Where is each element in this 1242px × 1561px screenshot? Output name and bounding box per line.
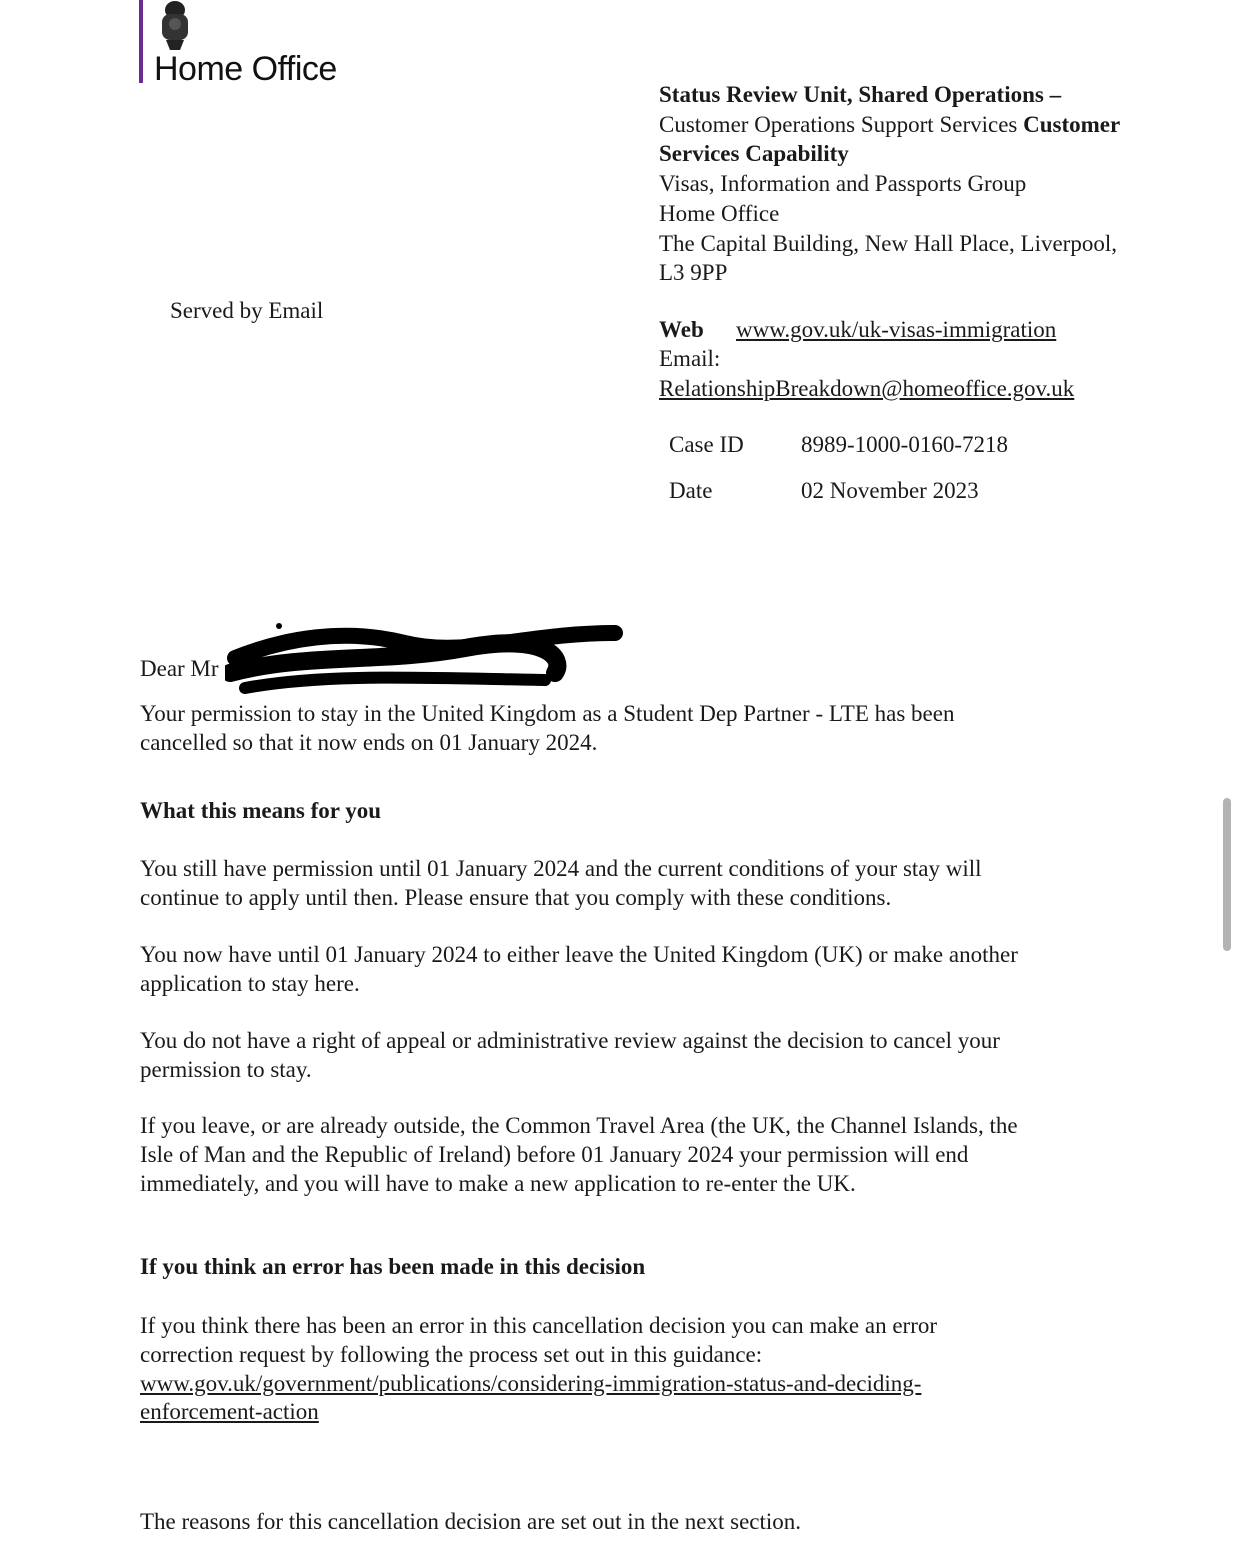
paragraph-common-travel-area	[140, 1112, 1100, 1198]
date-row	[669, 478, 979, 504]
sender-line2: Customer Operations Support Services	[659, 111, 1024, 137]
served-by-email: Served by Email	[170, 298, 324, 323]
p2-line-2: application to stay here.	[140, 970, 360, 996]
vertical-scrollbar[interactable]	[1223, 798, 1231, 951]
heading-what-this-means: What this means for you	[140, 798, 382, 823]
sender-line6: The Capital Building, New Hall Place, Liverpool,	[659, 230, 1117, 256]
p1-line-1: You still have permission until 01 January 2024 and the current conditions of your stay will	[140, 856, 982, 881]
case-id-row	[669, 432, 1008, 458]
sender-address	[659, 80, 1199, 288]
email-link[interactable]: RelationshipBreakdown@homeoffice.gov.uk	[659, 376, 1075, 401]
salutation: Dear Mr	[140, 656, 219, 681]
paragraph-no-appeal	[140, 1027, 1100, 1085]
guidance-link-2[interactable]: enforcement-action	[140, 1399, 319, 1425]
sender-line4: Visas, Information and Passports Group	[659, 171, 1027, 197]
p4-line-2: Isle of Man and the Republic of Ireland) before 01 January 2024 your permission will end	[140, 1141, 969, 1167]
p4-line-1: If you leave, or are already outside, the Common Travel Area (the UK, the Channel Islands, the	[140, 1113, 1018, 1138]
email-label: Email:	[659, 346, 721, 371]
date-label: Date	[669, 478, 713, 503]
p3-line-1: You do not have a right of appeal or administrative review against the decision to cancel your	[140, 1028, 1000, 1053]
web-row	[659, 317, 1056, 343]
sender-line5: Home Office	[659, 200, 780, 226]
royal-crest-icon	[156, 0, 194, 52]
intro-line-1: Your permission to stay in the United Kingdom as a Student Dep Partner - LTE has been	[140, 701, 955, 726]
case-id-label: Case ID	[669, 432, 744, 457]
intro-paragraph	[140, 700, 1100, 758]
paragraph-permission	[140, 855, 1100, 913]
date-value: 02 November 2023	[801, 478, 979, 503]
intro-line-2: cancelled so that it now ends on 01 January 2024.	[140, 729, 598, 755]
p1-line-2: continue to apply until then. Please ensure that you comply with these conditions.	[140, 884, 892, 910]
closing-line: The reasons for this cancellation decision are set out in the next section.	[140, 1509, 802, 1534]
web-label: Web	[659, 317, 704, 342]
sender-line2-bold: Customer	[1023, 111, 1121, 137]
sender-unit: Status Review Unit, Shared Operations –	[659, 82, 1062, 107]
p5-line-1: If you think there has been an error in this cancellation decision you can make an error	[140, 1313, 938, 1338]
paragraph-error-correction	[140, 1312, 1100, 1427]
web-link[interactable]: www.gov.uk/uk-visas-immigration	[736, 317, 1057, 342]
p3-line-2: permission to stay.	[140, 1056, 312, 1082]
paragraph-leave-deadline	[140, 941, 1100, 999]
home-office-logo: Home Office	[154, 50, 337, 88]
logo-accent-bar	[139, 0, 143, 83]
sender-line3: Services Capability	[659, 141, 849, 167]
case-id-value: 8989-1000-0160-7218	[801, 432, 1008, 457]
p4-line-3: immediately, and you will have to make a new application to re-enter the UK.	[140, 1170, 856, 1196]
guidance-link-1[interactable]: www.gov.uk/government/publications/considering-immigration-status-and-deciding-	[140, 1370, 922, 1396]
sender-postcode: L3 9PP	[659, 260, 728, 286]
redaction-scribble	[225, 618, 625, 700]
p5-line-2: correction request by following the process set out in this guidance:	[140, 1341, 763, 1367]
p2-line-1: You now have until 01 January 2024 to either leave the United Kingdom (UK) or make another	[140, 942, 1018, 967]
heading-error-made: If you think an error has been made in this decision	[140, 1254, 646, 1279]
